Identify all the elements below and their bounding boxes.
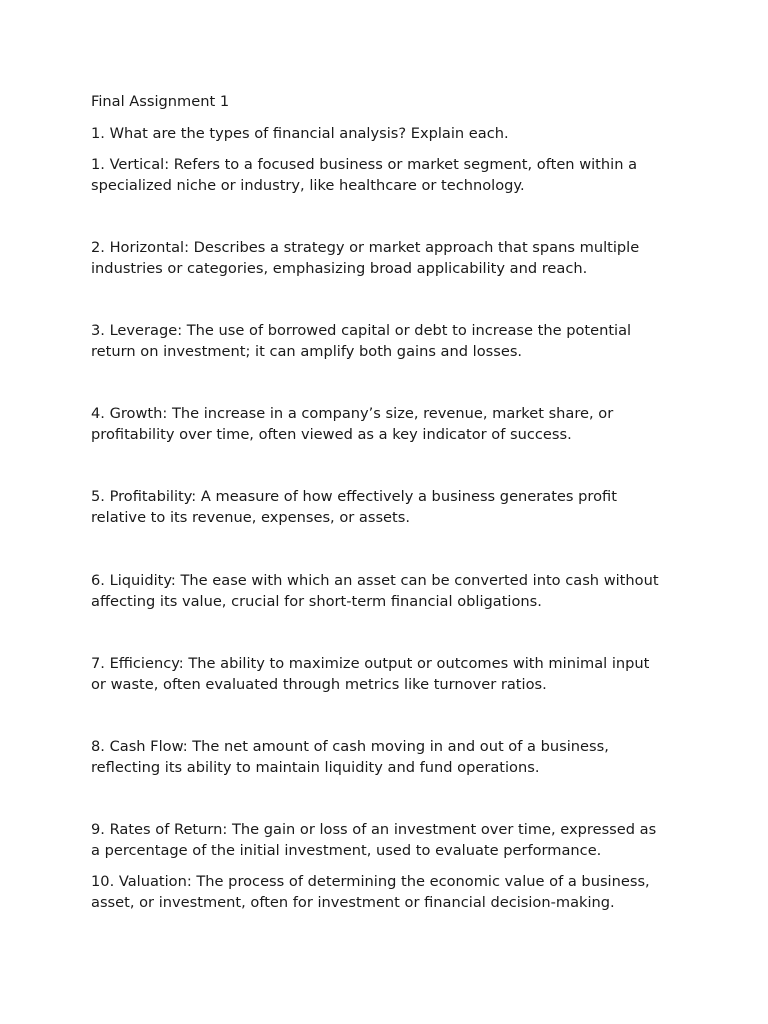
- answer-line: 1. Vertical: Refers to a focused business or market segment, often within a: [91, 156, 638, 173]
- answer-line: 3. Leverage: The use of borrowed capital or debt to increase the potential: [91, 322, 632, 339]
- answer-line: 10. Valuation: The process of determining the economic value of a business,: [91, 873, 650, 890]
- answer-line: 6. Liquidity: The ease with which an asset can be converted into cash without: [91, 572, 659, 589]
- answer-line: 2. Horizontal: Describes a strategy or market approach that spans multiple: [91, 239, 640, 256]
- answer-item-profitability: [91, 486, 691, 528]
- answer-line: 9. Rates of Return: The gain or loss of an investment over time, expressed as: [91, 821, 657, 838]
- answer-line: return on investment; it can amplify both gains and losses.: [91, 343, 523, 360]
- answer-line: profitability over time, often viewed as a key indicator of success.: [91, 426, 572, 443]
- answer-line: 4. Growth: The increase in a company’s size, revenue, market share, or: [91, 405, 614, 422]
- answer-item-efficiency: [91, 653, 691, 695]
- answer-line: industries or categories, emphasizing broad applicability and reach.: [91, 260, 588, 277]
- answer-line: or waste, often evaluated through metrics like turnover ratios.: [91, 676, 547, 693]
- answer-line: a percentage of the initial investment, used to evaluate performance.: [91, 842, 602, 859]
- answer-item-leverage: [91, 320, 691, 362]
- answer-line: 7. Efficiency: The ability to maximize output or outcomes with minimal input: [91, 655, 650, 672]
- answer-item-cash-flow: [91, 736, 691, 778]
- answer-item-growth: [91, 403, 691, 445]
- answer-line: 8. Cash Flow: The net amount of cash moving in and out of a business,: [91, 738, 609, 755]
- question-text: 1. What are the types of financial analysis? Explain each.: [91, 125, 509, 142]
- document-title: Final Assignment 1: [91, 93, 230, 110]
- answer-line: 5. Profitability: A measure of how effectively a business generates profit: [91, 488, 617, 505]
- answer-item-horizontal: [91, 237, 691, 279]
- answer-line: reflecting its ability to maintain liquidity and fund operations.: [91, 759, 540, 776]
- answer-line: relative to its revenue, expenses, or assets.: [91, 509, 410, 526]
- answer-item-liquidity: [91, 570, 691, 612]
- answer-item-rates-of-return: [91, 819, 691, 861]
- answer-item-vertical: [91, 154, 691, 196]
- answer-item-valuation: [91, 871, 691, 913]
- answer-line: specialized niche or industry, like healthcare or technology.: [91, 177, 525, 194]
- answer-line: affecting its value, crucial for short-term financial obligations.: [91, 593, 542, 610]
- answer-line: asset, or investment, often for investment or financial decision-making.: [91, 894, 615, 911]
